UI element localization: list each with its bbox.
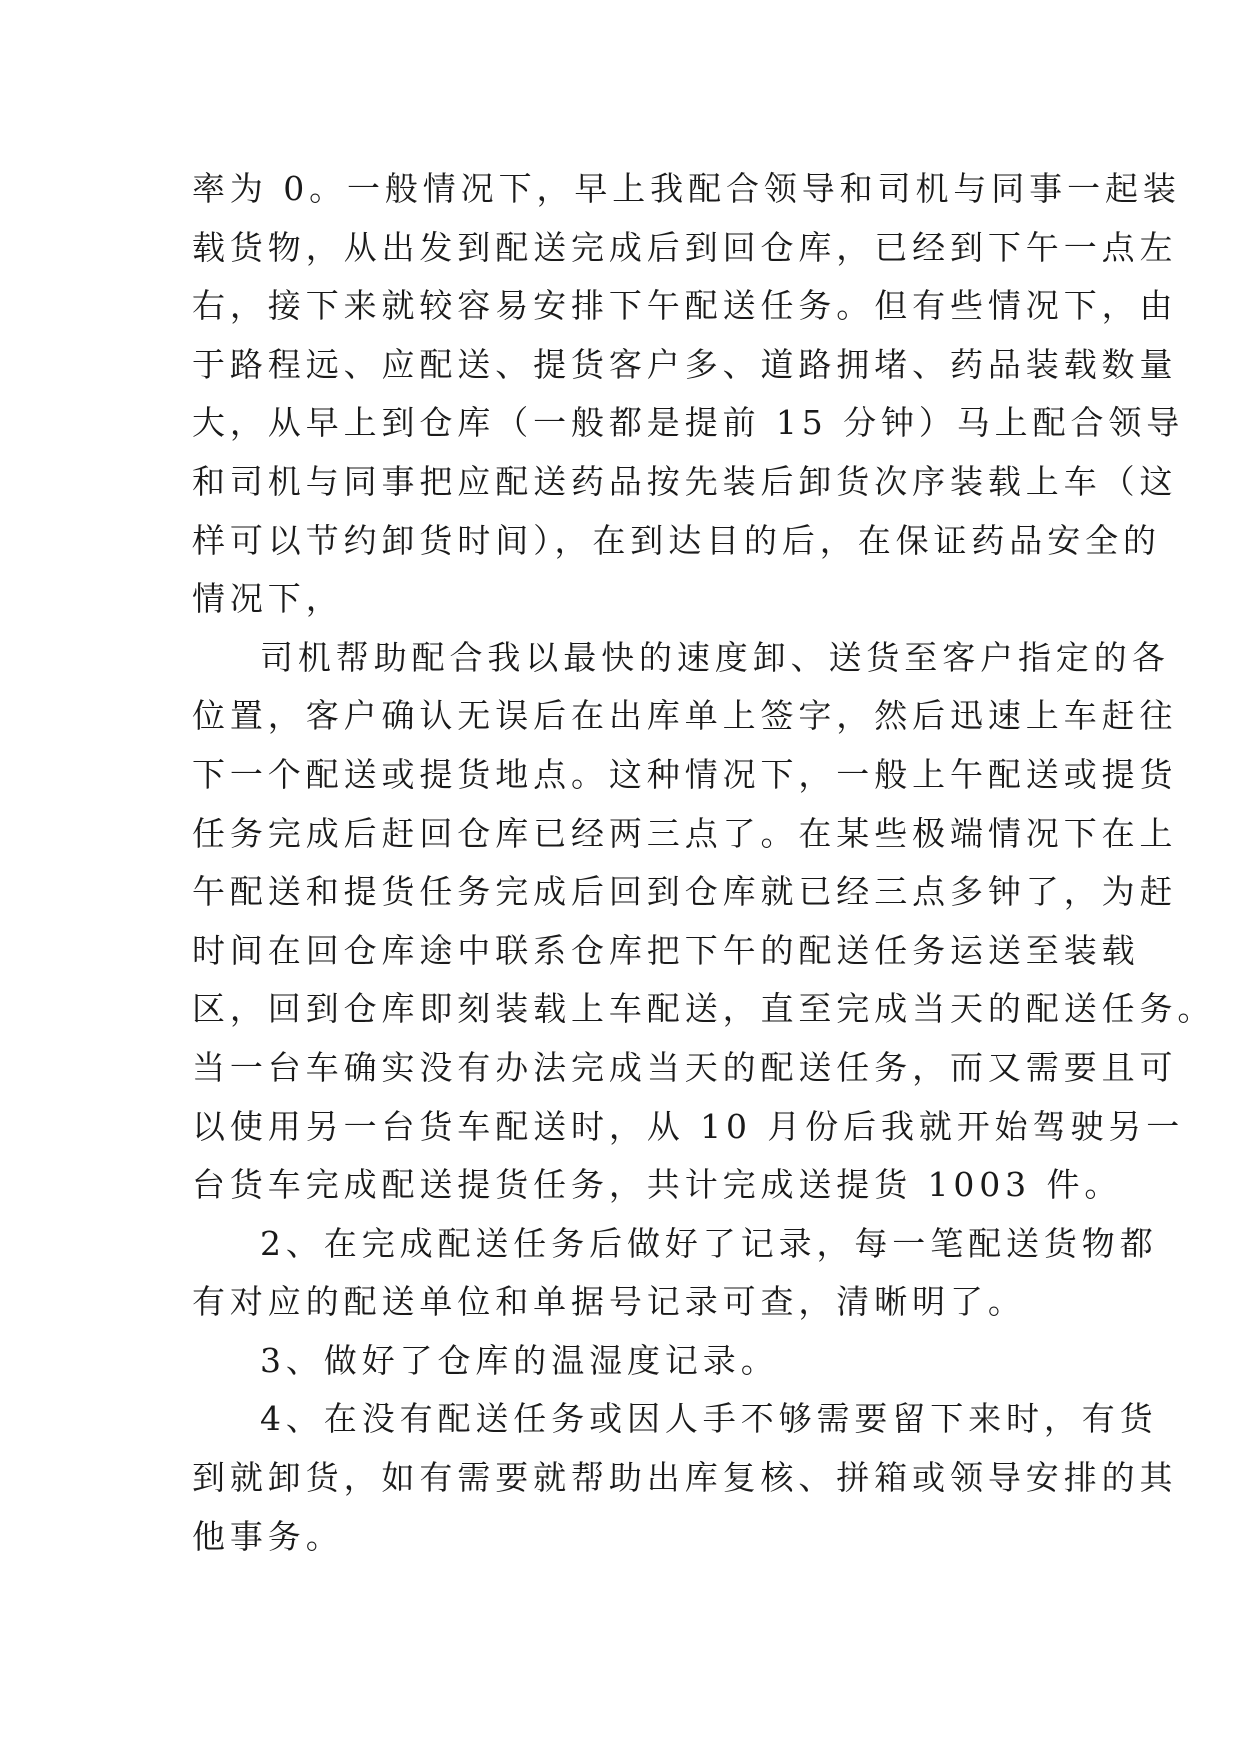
text-line: 4、在没有配送任务或因人手不够需要留下来时，有货	[260, 1399, 1158, 1439]
text-line: 区，回到仓库即刻装载上车配送，直至完成当天的配送任务。	[192, 989, 1216, 1029]
text-line: 台货车完成配送提货任务，共计完成送提货 1003 件。	[192, 1165, 1123, 1205]
text-line: 午配送和提货任务完成后回到仓库就已经三点多钟了，为赶	[192, 872, 1178, 912]
text-line: 时间在回仓库途中联系仓库把下午的配送任务运送至装载	[192, 930, 1140, 970]
document-body	[192, 160, 1216, 1566]
text-line: 他事务。	[192, 1516, 344, 1556]
text-line: 右，接下来就较容易安排下午配送任务。但有些情况下，由	[192, 286, 1178, 326]
text-line: 2、在完成配送任务后做好了记录，每一笔配送货物都	[260, 1223, 1158, 1263]
text-line: 任务完成后赶回仓库已经两三点了。在某些极端情况下在上	[192, 813, 1178, 853]
text-line: 于路程远、应配送、提货客户多、道路拥堵、药品装载数量	[192, 344, 1178, 384]
text-line: 下一个配送或提货地点。这种情况下，一般上午配送或提货	[192, 754, 1178, 794]
paragraph-driver-assistance	[192, 629, 1216, 1215]
text-line: 大，从早上到仓库（一般都是提前 15 分钟）马上配合领导	[192, 403, 1185, 443]
text-line: 位置，客户确认无误后在出库单上签字，然后迅速上车赶往	[192, 696, 1178, 736]
text-line: 样可以节约卸货时间），在到达目的后，在保证药品安全的	[192, 520, 1161, 560]
text-line: 当一台车确实没有办法完成当天的配送任务，而又需要且可	[192, 1047, 1178, 1087]
text-line: 以使用另一台货车配送时，从 10 月份后我就开始驾驶另一	[192, 1106, 1185, 1146]
paragraph-continuation	[192, 160, 1185, 629]
text-line: 率为 0。一般情况下，早上我配合领导和司机与同事一起装	[192, 169, 1181, 208]
text-line: 载货物，从出发到配送完成后到回仓库，已经到下午一点左	[192, 227, 1178, 267]
paragraph-item-2	[192, 1215, 1158, 1332]
text-line: 到就卸货，如有需要就帮助出库复核、拼箱或领导安排的其	[192, 1458, 1178, 1498]
text-line: 司机帮助配合我以最快的速度卸、送货至客户指定的各	[260, 637, 1170, 677]
text-line: 情况下，	[192, 579, 344, 619]
paragraph-item-4	[192, 1390, 1178, 1566]
text-line: 和司机与同事把应配送药品按先装后卸货次序装载上车（这	[192, 461, 1178, 501]
text-line: 有对应的配送单位和单据号记录可查，清晰明了。	[192, 1282, 1026, 1322]
paragraph-item-3	[192, 1332, 1052, 1391]
text-line: 3、做好了仓库的温湿度记录。	[260, 1340, 779, 1380]
